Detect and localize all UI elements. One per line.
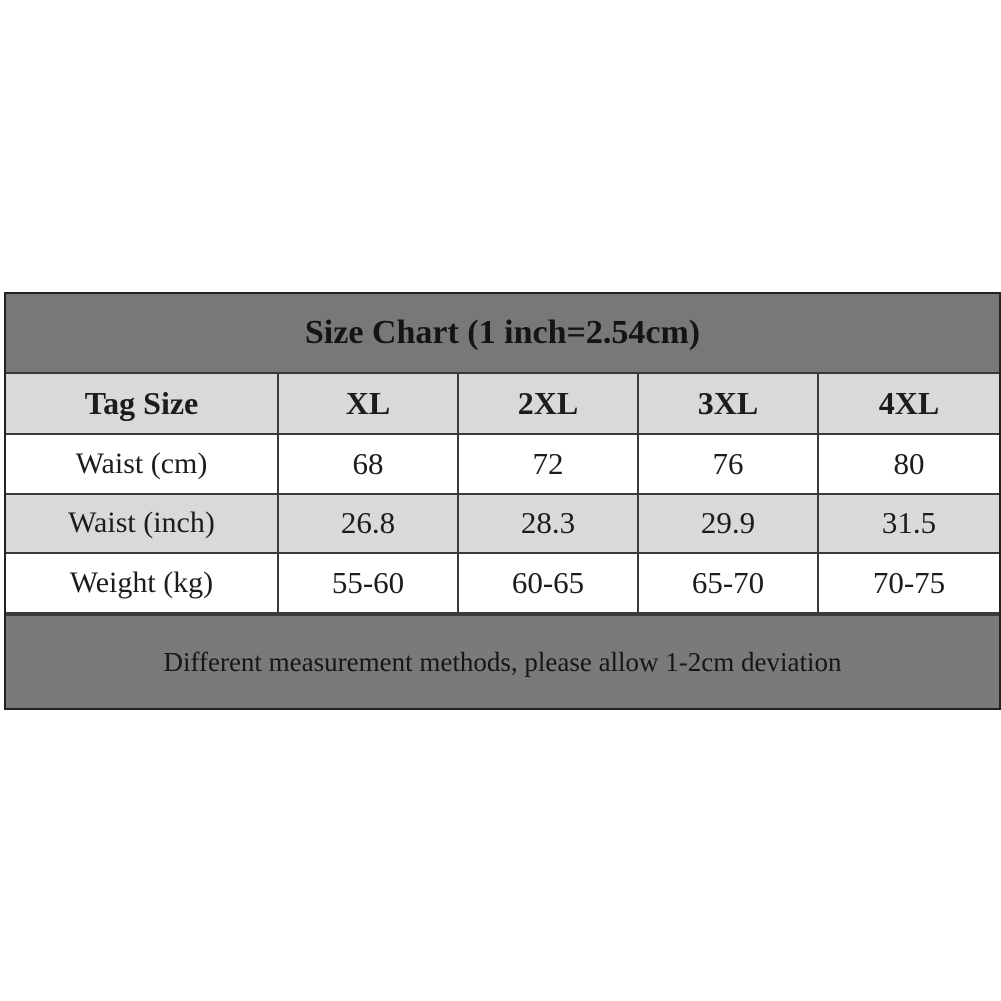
- row-label: Waist (inch): [6, 494, 278, 554]
- table-cell: 26.8: [278, 494, 458, 554]
- size-header-cell: 2XL: [458, 374, 638, 434]
- measurement-note: Different measurement methods, please allow 1-2cm deviation: [6, 614, 999, 708]
- size-header-cell: 3XL: [638, 374, 818, 434]
- table-cell: 68: [278, 434, 458, 494]
- table-cell: 55-60: [278, 553, 458, 613]
- table-cell: 72: [458, 434, 638, 494]
- table-row: [6, 434, 999, 494]
- table-row: [6, 494, 999, 554]
- size-grid: [6, 374, 999, 614]
- table-cell: 60-65: [458, 553, 638, 613]
- size-header-cell: 4XL: [818, 374, 999, 434]
- tag-size-label: Tag Size: [6, 374, 278, 434]
- table-cell: 28.3: [458, 494, 638, 554]
- table-cell: 70-75: [818, 553, 999, 613]
- table-row: [6, 553, 999, 613]
- table-cell: 29.9: [638, 494, 818, 554]
- row-label: Waist (cm): [6, 434, 278, 494]
- size-chart-table: [4, 292, 1001, 710]
- table-cell: 76: [638, 434, 818, 494]
- header-row: [6, 374, 999, 434]
- size-header-cell: XL: [278, 374, 458, 434]
- table-cell: 80: [818, 434, 999, 494]
- chart-title: Size Chart (1 inch=2.54cm): [6, 294, 999, 374]
- table-cell: 31.5: [818, 494, 999, 554]
- row-label: Weight (kg): [6, 553, 278, 613]
- table-cell: 65-70: [638, 553, 818, 613]
